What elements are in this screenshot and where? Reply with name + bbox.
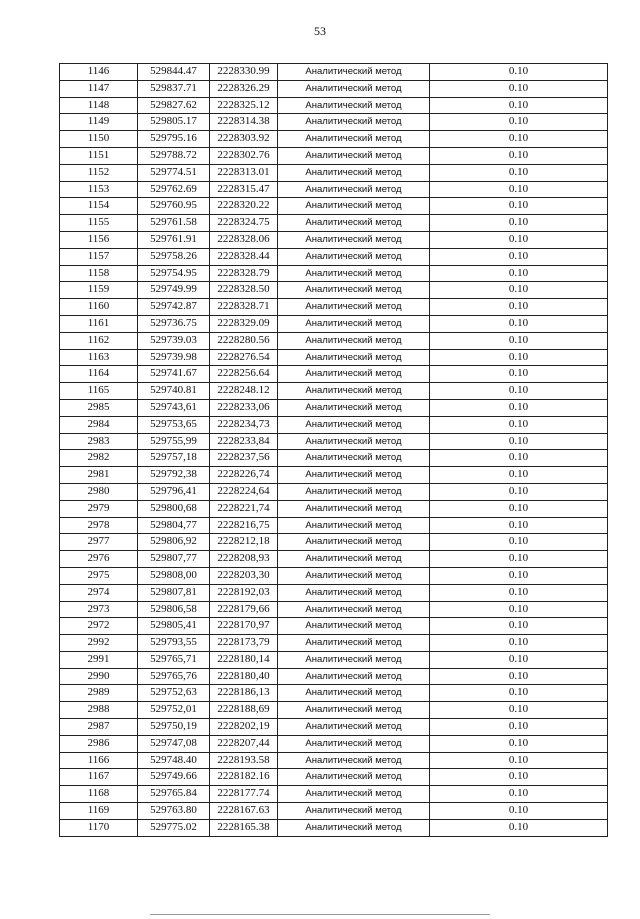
y-coordinate-cell: 2228303.92 xyxy=(210,131,278,148)
point-number-cell: 1159 xyxy=(60,282,138,299)
accuracy-cell: 0.10 xyxy=(430,618,608,635)
x-coordinate-cell: 529760.95 xyxy=(138,198,210,215)
table-row xyxy=(60,584,608,601)
x-coordinate-cell: 529739.03 xyxy=(138,332,210,349)
accuracy-cell: 0.10 xyxy=(430,500,608,517)
accuracy-cell: 0.10 xyxy=(430,702,608,719)
x-coordinate-cell: 529752,01 xyxy=(138,702,210,719)
table-row xyxy=(60,668,608,685)
accuracy-cell: 0.10 xyxy=(430,534,608,551)
accuracy-cell: 0.10 xyxy=(430,399,608,416)
y-coordinate-cell: 2228226,74 xyxy=(210,467,278,484)
table-row xyxy=(60,702,608,719)
table-row xyxy=(60,567,608,584)
method-cell: Аналитический метод xyxy=(278,467,430,484)
point-number-cell: 2982 xyxy=(60,450,138,467)
accuracy-cell: 0.10 xyxy=(430,131,608,148)
accuracy-cell: 0.10 xyxy=(430,450,608,467)
x-coordinate-cell: 529796,41 xyxy=(138,483,210,500)
table-row xyxy=(60,517,608,534)
method-cell: Аналитический метод xyxy=(278,500,430,517)
point-number-cell: 2992 xyxy=(60,635,138,652)
y-coordinate-cell: 2228192,03 xyxy=(210,584,278,601)
table-row xyxy=(60,719,608,736)
y-coordinate-cell: 2228177.74 xyxy=(210,786,278,803)
table-row xyxy=(60,97,608,114)
accuracy-cell: 0.10 xyxy=(430,265,608,282)
method-cell: Аналитический метод xyxy=(278,567,430,584)
method-cell: Аналитический метод xyxy=(278,416,430,433)
table-row xyxy=(60,80,608,97)
point-number-cell: 1147 xyxy=(60,80,138,97)
y-coordinate-cell: 2228173,79 xyxy=(210,635,278,652)
method-cell: Аналитический метод xyxy=(278,231,430,248)
point-number-cell: 2986 xyxy=(60,735,138,752)
point-number-cell: 1152 xyxy=(60,164,138,181)
accuracy-cell: 0.10 xyxy=(430,147,608,164)
accuracy-cell: 0.10 xyxy=(430,517,608,534)
y-coordinate-cell: 2228203,30 xyxy=(210,567,278,584)
table-row xyxy=(60,819,608,836)
x-coordinate-cell: 529805.17 xyxy=(138,114,210,131)
method-cell: Аналитический метод xyxy=(278,315,430,332)
x-coordinate-cell: 529741.67 xyxy=(138,366,210,383)
table-row xyxy=(60,282,608,299)
table-row xyxy=(60,265,608,282)
x-coordinate-cell: 529736.75 xyxy=(138,315,210,332)
y-coordinate-cell: 2228233,06 xyxy=(210,399,278,416)
x-coordinate-cell: 529774.51 xyxy=(138,164,210,181)
table-row xyxy=(60,248,608,265)
footer-rule xyxy=(150,914,490,915)
accuracy-cell: 0.10 xyxy=(430,349,608,366)
table-row xyxy=(60,399,608,416)
x-coordinate-cell: 529752,63 xyxy=(138,685,210,702)
y-coordinate-cell: 2228224,64 xyxy=(210,483,278,500)
x-coordinate-cell: 529788.72 xyxy=(138,147,210,164)
accuracy-cell: 0.10 xyxy=(430,483,608,500)
accuracy-cell: 0.10 xyxy=(430,282,608,299)
method-cell: Аналитический метод xyxy=(278,685,430,702)
point-number-cell: 1169 xyxy=(60,803,138,820)
table-row xyxy=(60,383,608,400)
point-number-cell: 1160 xyxy=(60,299,138,316)
accuracy-cell: 0.10 xyxy=(430,248,608,265)
x-coordinate-cell: 529757,18 xyxy=(138,450,210,467)
method-cell: Аналитический метод xyxy=(278,248,430,265)
x-coordinate-cell: 529765,76 xyxy=(138,668,210,685)
accuracy-cell: 0.10 xyxy=(430,64,608,81)
y-coordinate-cell: 2228276.54 xyxy=(210,349,278,366)
y-coordinate-cell: 2228207,44 xyxy=(210,735,278,752)
table-row xyxy=(60,651,608,668)
method-cell: Аналитический метод xyxy=(278,668,430,685)
accuracy-cell: 0.10 xyxy=(430,651,608,668)
point-number-cell: 1150 xyxy=(60,131,138,148)
x-coordinate-cell: 529742.87 xyxy=(138,299,210,316)
method-cell: Аналитический метод xyxy=(278,114,430,131)
method-cell: Аналитический метод xyxy=(278,97,430,114)
table-row xyxy=(60,803,608,820)
x-coordinate-cell: 529761.58 xyxy=(138,215,210,232)
point-number-cell: 1166 xyxy=(60,752,138,769)
y-coordinate-cell: 2228325.12 xyxy=(210,97,278,114)
point-number-cell: 1149 xyxy=(60,114,138,131)
accuracy-cell: 0.10 xyxy=(430,467,608,484)
table-row xyxy=(60,601,608,618)
table-row xyxy=(60,215,608,232)
accuracy-cell: 0.10 xyxy=(430,752,608,769)
table-row xyxy=(60,114,608,131)
x-coordinate-cell: 529808,00 xyxy=(138,567,210,584)
point-number-cell: 2990 xyxy=(60,668,138,685)
y-coordinate-cell: 2228328.50 xyxy=(210,282,278,299)
x-coordinate-cell: 529800,68 xyxy=(138,500,210,517)
method-cell: Аналитический метод xyxy=(278,735,430,752)
accuracy-cell: 0.10 xyxy=(430,181,608,198)
method-cell: Аналитический метод xyxy=(278,618,430,635)
point-number-cell: 1154 xyxy=(60,198,138,215)
point-number-cell: 2981 xyxy=(60,467,138,484)
method-cell: Аналитический метод xyxy=(278,147,430,164)
y-coordinate-cell: 2228256.64 xyxy=(210,366,278,383)
method-cell: Аналитический метод xyxy=(278,282,430,299)
accuracy-cell: 0.10 xyxy=(430,786,608,803)
accuracy-cell: 0.10 xyxy=(430,433,608,450)
method-cell: Аналитический метод xyxy=(278,215,430,232)
x-coordinate-cell: 529761.91 xyxy=(138,231,210,248)
point-number-cell: 1157 xyxy=(60,248,138,265)
x-coordinate-cell: 529844.47 xyxy=(138,64,210,81)
table-row xyxy=(60,366,608,383)
x-coordinate-cell: 529765,71 xyxy=(138,651,210,668)
accuracy-cell: 0.10 xyxy=(430,601,608,618)
accuracy-cell: 0.10 xyxy=(430,803,608,820)
table-row xyxy=(60,483,608,500)
accuracy-cell: 0.10 xyxy=(430,383,608,400)
x-coordinate-cell: 529807,81 xyxy=(138,584,210,601)
table-row xyxy=(60,635,608,652)
method-cell: Аналитический метод xyxy=(278,803,430,820)
table-row xyxy=(60,685,608,702)
method-cell: Аналитический метод xyxy=(278,635,430,652)
method-cell: Аналитический метод xyxy=(278,719,430,736)
x-coordinate-cell: 529827.62 xyxy=(138,97,210,114)
x-coordinate-cell: 529758.26 xyxy=(138,248,210,265)
table-row xyxy=(60,500,608,517)
table-row xyxy=(60,349,608,366)
method-cell: Аналитический метод xyxy=(278,366,430,383)
table-row xyxy=(60,147,608,164)
point-number-cell: 2979 xyxy=(60,500,138,517)
accuracy-cell: 0.10 xyxy=(430,97,608,114)
accuracy-cell: 0.10 xyxy=(430,719,608,736)
point-number-cell: 1170 xyxy=(60,819,138,836)
y-coordinate-cell: 2228328.44 xyxy=(210,248,278,265)
table-row xyxy=(60,551,608,568)
y-coordinate-cell: 2228324.75 xyxy=(210,215,278,232)
table-row xyxy=(60,181,608,198)
accuracy-cell: 0.10 xyxy=(430,685,608,702)
y-coordinate-cell: 2228326.29 xyxy=(210,80,278,97)
accuracy-cell: 0.10 xyxy=(430,80,608,97)
point-number-cell: 1167 xyxy=(60,769,138,786)
x-coordinate-cell: 529806,92 xyxy=(138,534,210,551)
point-number-cell: 1148 xyxy=(60,97,138,114)
table-row xyxy=(60,131,608,148)
x-coordinate-cell: 529749.99 xyxy=(138,282,210,299)
x-coordinate-cell: 529748.40 xyxy=(138,752,210,769)
point-number-cell: 1153 xyxy=(60,181,138,198)
x-coordinate-cell: 529775.02 xyxy=(138,819,210,836)
method-cell: Аналитический метод xyxy=(278,769,430,786)
table-row xyxy=(60,64,608,81)
method-cell: Аналитический метод xyxy=(278,702,430,719)
table-row xyxy=(60,467,608,484)
y-coordinate-cell: 2228221,74 xyxy=(210,500,278,517)
table-row xyxy=(60,618,608,635)
accuracy-cell: 0.10 xyxy=(430,231,608,248)
method-cell: Аналитический метод xyxy=(278,181,430,198)
y-coordinate-cell: 2228328.71 xyxy=(210,299,278,316)
accuracy-cell: 0.10 xyxy=(430,366,608,383)
x-coordinate-cell: 529807,77 xyxy=(138,551,210,568)
y-coordinate-cell: 2228233,84 xyxy=(210,433,278,450)
point-number-cell: 1162 xyxy=(60,332,138,349)
x-coordinate-cell: 529739.98 xyxy=(138,349,210,366)
x-coordinate-cell: 529750,19 xyxy=(138,719,210,736)
point-number-cell: 1146 xyxy=(60,64,138,81)
y-coordinate-cell: 2228202,19 xyxy=(210,719,278,736)
y-coordinate-cell: 2228329.09 xyxy=(210,315,278,332)
x-coordinate-cell: 529765.84 xyxy=(138,786,210,803)
point-number-cell: 2991 xyxy=(60,651,138,668)
point-number-cell: 2987 xyxy=(60,719,138,736)
point-number-cell: 2977 xyxy=(60,534,138,551)
x-coordinate-cell: 529805,41 xyxy=(138,618,210,635)
accuracy-cell: 0.10 xyxy=(430,635,608,652)
table-row xyxy=(60,735,608,752)
table-row xyxy=(60,433,608,450)
x-coordinate-cell: 529762.69 xyxy=(138,181,210,198)
coordinates-table-body xyxy=(60,64,608,837)
method-cell: Аналитический метод xyxy=(278,332,430,349)
method-cell: Аналитический метод xyxy=(278,752,430,769)
table-row xyxy=(60,752,608,769)
method-cell: Аналитический метод xyxy=(278,517,430,534)
point-number-cell: 2975 xyxy=(60,567,138,584)
y-coordinate-cell: 2228170,97 xyxy=(210,618,278,635)
method-cell: Аналитический метод xyxy=(278,299,430,316)
y-coordinate-cell: 2228315.47 xyxy=(210,181,278,198)
point-number-cell: 2988 xyxy=(60,702,138,719)
method-cell: Аналитический метод xyxy=(278,198,430,215)
accuracy-cell: 0.10 xyxy=(430,114,608,131)
method-cell: Аналитический метод xyxy=(278,651,430,668)
y-coordinate-cell: 2228314.38 xyxy=(210,114,278,131)
method-cell: Аналитический метод xyxy=(278,64,430,81)
x-coordinate-cell: 529795.16 xyxy=(138,131,210,148)
method-cell: Аналитический метод xyxy=(278,131,430,148)
table-row xyxy=(60,315,608,332)
x-coordinate-cell: 529740.81 xyxy=(138,383,210,400)
y-coordinate-cell: 2228165.38 xyxy=(210,819,278,836)
x-coordinate-cell: 529743,61 xyxy=(138,399,210,416)
x-coordinate-cell: 529753,65 xyxy=(138,416,210,433)
table-row xyxy=(60,231,608,248)
point-number-cell: 2980 xyxy=(60,483,138,500)
accuracy-cell: 0.10 xyxy=(430,735,608,752)
point-number-cell: 2972 xyxy=(60,618,138,635)
table-row xyxy=(60,299,608,316)
method-cell: Аналитический метод xyxy=(278,164,430,181)
method-cell: Аналитический метод xyxy=(278,819,430,836)
point-number-cell: 2989 xyxy=(60,685,138,702)
accuracy-cell: 0.10 xyxy=(430,668,608,685)
y-coordinate-cell: 2228208,93 xyxy=(210,551,278,568)
y-coordinate-cell: 2228180,14 xyxy=(210,651,278,668)
accuracy-cell: 0.10 xyxy=(430,769,608,786)
point-number-cell: 1163 xyxy=(60,349,138,366)
method-cell: Аналитический метод xyxy=(278,433,430,450)
method-cell: Аналитический метод xyxy=(278,786,430,803)
point-number-cell: 1165 xyxy=(60,383,138,400)
method-cell: Аналитический метод xyxy=(278,551,430,568)
method-cell: Аналитический метод xyxy=(278,450,430,467)
point-number-cell: 2983 xyxy=(60,433,138,450)
x-coordinate-cell: 529837.71 xyxy=(138,80,210,97)
y-coordinate-cell: 2228179,66 xyxy=(210,601,278,618)
x-coordinate-cell: 529763.80 xyxy=(138,803,210,820)
method-cell: Аналитический метод xyxy=(278,584,430,601)
table-row xyxy=(60,769,608,786)
page-number: 53 xyxy=(314,24,326,38)
accuracy-cell: 0.10 xyxy=(430,819,608,836)
table-row xyxy=(60,164,608,181)
point-number-cell: 1161 xyxy=(60,315,138,332)
accuracy-cell: 0.10 xyxy=(430,584,608,601)
point-number-cell: 1158 xyxy=(60,265,138,282)
y-coordinate-cell: 2228186,13 xyxy=(210,685,278,702)
x-coordinate-cell: 529793,55 xyxy=(138,635,210,652)
coordinates-table xyxy=(59,63,608,837)
point-number-cell: 1151 xyxy=(60,147,138,164)
table-row xyxy=(60,534,608,551)
table-row xyxy=(60,450,608,467)
point-number-cell: 1155 xyxy=(60,215,138,232)
table-row xyxy=(60,332,608,349)
method-cell: Аналитический метод xyxy=(278,80,430,97)
point-number-cell: 2974 xyxy=(60,584,138,601)
y-coordinate-cell: 2228216,75 xyxy=(210,517,278,534)
x-coordinate-cell: 529749.66 xyxy=(138,769,210,786)
y-coordinate-cell: 2228313.01 xyxy=(210,164,278,181)
method-cell: Аналитический метод xyxy=(278,399,430,416)
method-cell: Аналитический метод xyxy=(278,383,430,400)
accuracy-cell: 0.10 xyxy=(430,215,608,232)
method-cell: Аналитический метод xyxy=(278,601,430,618)
x-coordinate-cell: 529804,77 xyxy=(138,517,210,534)
y-coordinate-cell: 2228280.56 xyxy=(210,332,278,349)
accuracy-cell: 0.10 xyxy=(430,551,608,568)
y-coordinate-cell: 2228234,73 xyxy=(210,416,278,433)
accuracy-cell: 0.10 xyxy=(430,198,608,215)
x-coordinate-cell: 529754.95 xyxy=(138,265,210,282)
y-coordinate-cell: 2228237,56 xyxy=(210,450,278,467)
method-cell: Аналитический метод xyxy=(278,265,430,282)
y-coordinate-cell: 2228330.99 xyxy=(210,64,278,81)
accuracy-cell: 0.10 xyxy=(430,299,608,316)
x-coordinate-cell: 529755,99 xyxy=(138,433,210,450)
accuracy-cell: 0.10 xyxy=(430,164,608,181)
accuracy-cell: 0.10 xyxy=(430,332,608,349)
y-coordinate-cell: 2228328.06 xyxy=(210,231,278,248)
point-number-cell: 1164 xyxy=(60,366,138,383)
point-number-cell: 2984 xyxy=(60,416,138,433)
y-coordinate-cell: 2228182.16 xyxy=(210,769,278,786)
y-coordinate-cell: 2228328.79 xyxy=(210,265,278,282)
y-coordinate-cell: 2228180,40 xyxy=(210,668,278,685)
point-number-cell: 2973 xyxy=(60,601,138,618)
table-row xyxy=(60,416,608,433)
accuracy-cell: 0.10 xyxy=(430,315,608,332)
method-cell: Аналитический метод xyxy=(278,349,430,366)
point-number-cell: 1156 xyxy=(60,231,138,248)
y-coordinate-cell: 2228248.12 xyxy=(210,383,278,400)
accuracy-cell: 0.10 xyxy=(430,416,608,433)
x-coordinate-cell: 529747,08 xyxy=(138,735,210,752)
point-number-cell: 2978 xyxy=(60,517,138,534)
method-cell: Аналитический метод xyxy=(278,483,430,500)
method-cell: Аналитический метод xyxy=(278,534,430,551)
point-number-cell: 2976 xyxy=(60,551,138,568)
y-coordinate-cell: 2228188,69 xyxy=(210,702,278,719)
y-coordinate-cell: 2228212,18 xyxy=(210,534,278,551)
table-row xyxy=(60,198,608,215)
accuracy-cell: 0.10 xyxy=(430,567,608,584)
y-coordinate-cell: 2228167.63 xyxy=(210,803,278,820)
y-coordinate-cell: 2228302.76 xyxy=(210,147,278,164)
point-number-cell: 2985 xyxy=(60,399,138,416)
x-coordinate-cell: 529806,58 xyxy=(138,601,210,618)
x-coordinate-cell: 529792,38 xyxy=(138,467,210,484)
table-row xyxy=(60,786,608,803)
point-number-cell: 1168 xyxy=(60,786,138,803)
y-coordinate-cell: 2228320.22 xyxy=(210,198,278,215)
y-coordinate-cell: 2228193.58 xyxy=(210,752,278,769)
